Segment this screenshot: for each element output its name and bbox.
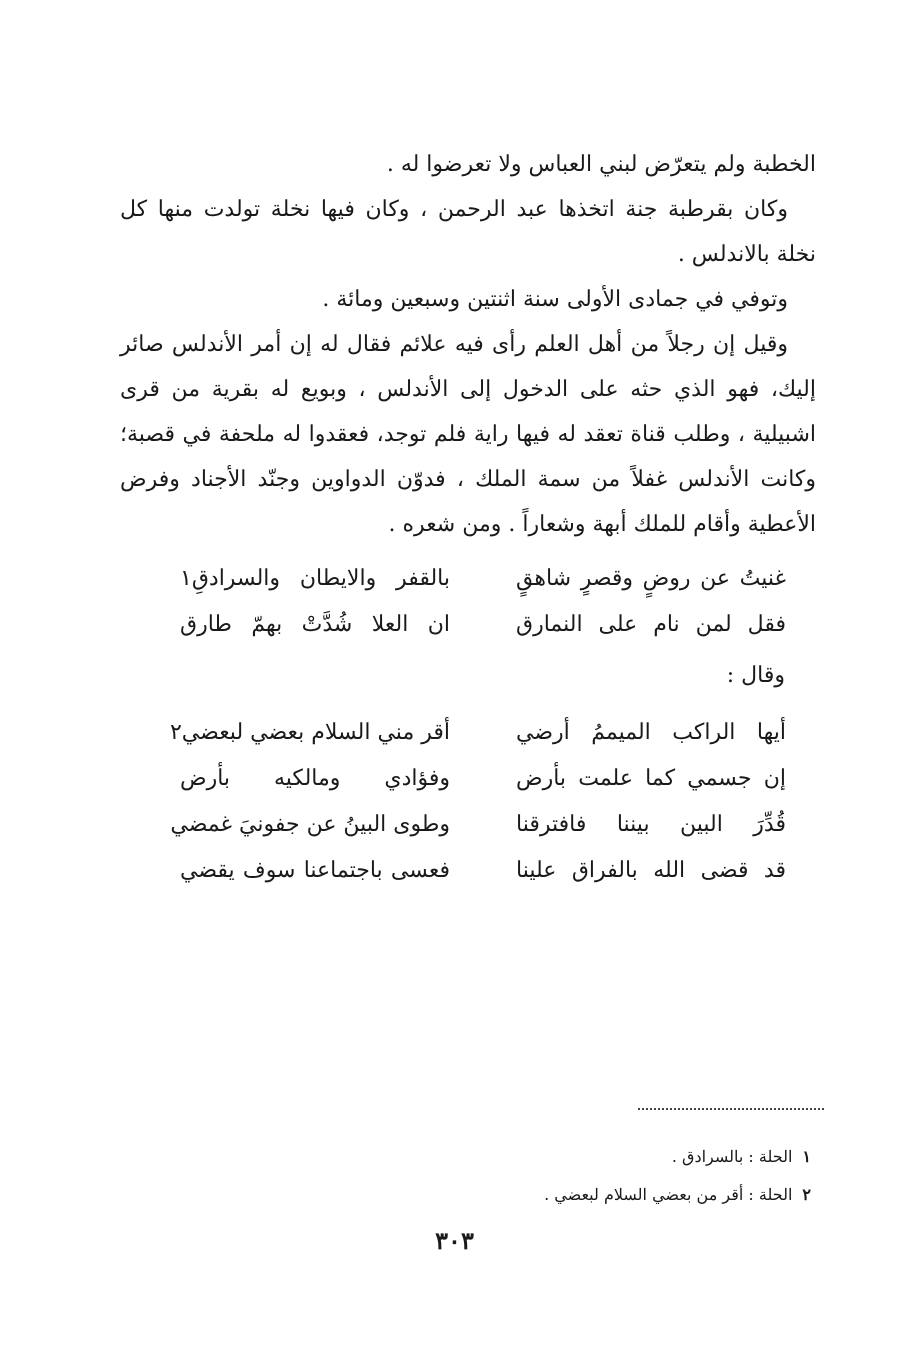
page-number: ٣٠٣	[435, 1226, 474, 1255]
verse-line	[180, 602, 786, 648]
verse-first-hemistich: إن جسمي كما علمت بأرض	[516, 766, 786, 791]
footnote-item	[311, 1138, 811, 1176]
verse-second-hemistich: فعسى باجتماعنا سوف يقضي	[180, 858, 450, 883]
footnotes	[311, 1138, 811, 1214]
verse-first-hemistich: غنيتُ عن روضٍ وقصرٍ شاهقٍ	[516, 566, 786, 591]
poem-first	[180, 556, 786, 648]
footnote-divider	[638, 1108, 824, 1110]
verse-line	[169, 710, 786, 756]
poem-second	[169, 710, 786, 894]
paragraph-khutba: الخطبة ولم يتعرّض لبني العباس ولا تعرضوا له .	[386, 152, 816, 177]
verse-line	[180, 848, 786, 894]
verse-second-hemistich: بالقفر والايطان والسرادقِ١	[180, 566, 450, 591]
footnote-text: الحلة : بالسرادق .	[671, 1147, 793, 1166]
paragraph-omen: وقيل إن رجلاً من أهل العلم رأى فيه علائم فقال له إن أمر الأندلس صائر إليك، فهو الذي حثه على الدخول إلى الأندلس ، وبويع له بقرية من قرى اشبيلية ، وطلب قناة تعقد له فيها راية فلم توجد، فعقدوا له ملحفة في قصبة؛وكانت الأندلس غفلاً من سمة الملك ، فدوّن الدواوين وجنّد الأجناد وفرض الأعطية وأقام للملك أبهة وشعاراً . ومن شعره .	[120, 332, 816, 537]
verse-second-hemistich: وطوى البينُ عن جفونيَ غمضي	[170, 812, 450, 837]
footnote-text: الحلة : أقر من بعضي السلام لبعضي .	[544, 1185, 793, 1204]
paragraph-garden: وكان بقرطبة جنة اتخذها عبد الرحمن ، وكان فيها نخلة تولدت منها كل نخلة بالاندلس .	[120, 197, 816, 267]
verse-line	[180, 756, 786, 802]
verse-first-hemistich: قُدِّرَ البين بيننا فافترقنا	[516, 812, 786, 837]
verse-first-hemistich: قد قضى الله بالفراق علينا	[516, 858, 786, 883]
verse-second-hemistich: أقر مني السلام بعضي لبعضي٢	[169, 720, 450, 745]
verse-second-hemistich: وفؤادي ومالكيه بأرض	[180, 766, 450, 791]
poem-intro-label: وقال :	[726, 663, 785, 688]
footnote-number: ١	[802, 1147, 811, 1166]
verse-first-hemistich: فقل لمن نام على النمارق	[516, 612, 786, 637]
prose-text	[120, 142, 816, 547]
footnote-item	[311, 1176, 811, 1214]
paragraph-death: وتوفي في جمادى الأولى سنة اثنتين وسبعين ومائة .	[322, 287, 788, 312]
verse-line	[180, 556, 786, 602]
verse-first-hemistich: أيها الراكب الميممُ أرضي	[516, 720, 786, 745]
verse-line	[170, 802, 786, 848]
verse-second-hemistich: ان العلا شُدَّتْ بهمّ طارق	[180, 612, 450, 637]
footnote-number: ٢	[802, 1185, 811, 1204]
